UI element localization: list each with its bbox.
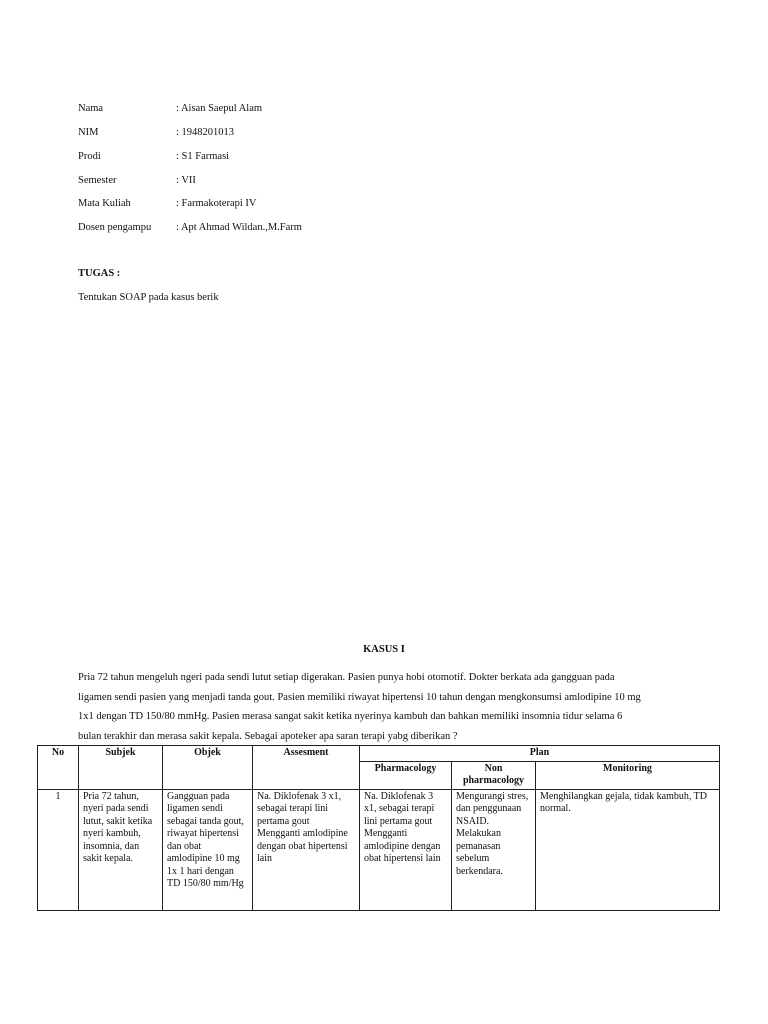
header-non-pharmacology: Non pharmacology bbox=[452, 761, 536, 789]
info-label: Dosen pengampu bbox=[78, 222, 152, 233]
case-line: Pria 72 tahun mengeluh ngeri pada sendi lutut setiap digerakan. Pasien punya hobi otomotif. Dokter berkata ada gangguan pada bbox=[78, 672, 615, 683]
cell-assesment: Na. Diklofenak 3 x1, sebagai terapi lini pertama gout Mengganti amlodipine dengan obat hipertensi lain bbox=[253, 789, 360, 910]
info-value: : Farmakoterapi IV bbox=[176, 198, 257, 209]
header-no: No bbox=[38, 746, 79, 790]
case-line: 1x1 dengan TD 150/80 mmHg. Pasien merasa sangat sakit ketika nyerinya kambuh dan bahkan memiliki insomnia tidur selama 6 bbox=[78, 711, 623, 722]
info-row-prodi bbox=[78, 150, 229, 164]
info-value: : S1 Farmasi bbox=[176, 151, 230, 162]
header-assesment: Assesment bbox=[253, 746, 360, 790]
table-row bbox=[38, 789, 720, 910]
info-row-mata-kuliah bbox=[78, 197, 256, 211]
case-line: bulan terakhir dan merasa sakit kepala. Sebagai apoteker apa saran terapi yabg diberikan ? bbox=[78, 730, 458, 742]
info-row-dosen bbox=[78, 221, 302, 235]
soap-table bbox=[37, 745, 720, 911]
info-row-semester bbox=[78, 174, 196, 188]
header-objek: Objek bbox=[163, 746, 253, 790]
task-title: TUGAS : bbox=[78, 268, 121, 279]
info-row-nama bbox=[78, 102, 262, 116]
cell-no: 1 bbox=[38, 789, 79, 910]
info-row-nim bbox=[78, 126, 234, 140]
info-label: Nama bbox=[78, 103, 104, 114]
task-instruction: Tentukan SOAP pada kasus berik bbox=[78, 292, 219, 303]
header-plan: Plan bbox=[360, 746, 720, 762]
info-label: Prodi bbox=[78, 151, 101, 162]
header-monitoring: Monitoring bbox=[536, 761, 720, 789]
header-subjek: Subjek bbox=[79, 746, 163, 790]
info-value: : VII bbox=[176, 175, 196, 186]
cell-pharmacology: Na. Diklofenak 3 x1, sebagai terapi lini pertama gout Mengganti amlodipine dengan obat hipertensi lain bbox=[360, 789, 452, 910]
info-label: NIM bbox=[78, 127, 99, 138]
cell-monitoring: Menghilangkan gejala, tidak kambuh, TD normal. bbox=[536, 789, 720, 910]
info-label: Mata Kuliah bbox=[78, 198, 131, 209]
info-value: : Apt Ahmad Wildan.,M.Farm bbox=[176, 222, 302, 233]
info-value: : Aisan Saepul Alam bbox=[176, 103, 263, 114]
cell-objek: Gangguan pada ligamen sendi sebagai tanda gout, riwayat hipertensi dan obat amlodipine 10 mg 1x 1 hari dengan TD 150/80 mm/Hg bbox=[163, 789, 253, 910]
header-pharmacology: Pharmacology bbox=[360, 761, 452, 789]
info-value: : 1948201013 bbox=[176, 127, 235, 138]
cell-subjek: Pria 72 tahun, nyeri pada sendi lutut, sakit ketika nyeri kambuh, insomnia, dan sakit kepala. bbox=[79, 789, 163, 910]
case-description bbox=[78, 668, 698, 746]
case-line: ligamen sendi pasien yang menjadi tanda gout. Pasien memiliki riwayat hipertensi 10 tahun dengan mengkonsumsi amlodipine 10 mg bbox=[78, 691, 641, 703]
case-title: KASUS I bbox=[363, 644, 405, 655]
cell-non-pharmacology: Mengurangi stres, dan penggunaan NSAID. Melakukan pemanasan sebelum berkendara. bbox=[452, 789, 536, 910]
info-label: Semester bbox=[78, 175, 117, 186]
